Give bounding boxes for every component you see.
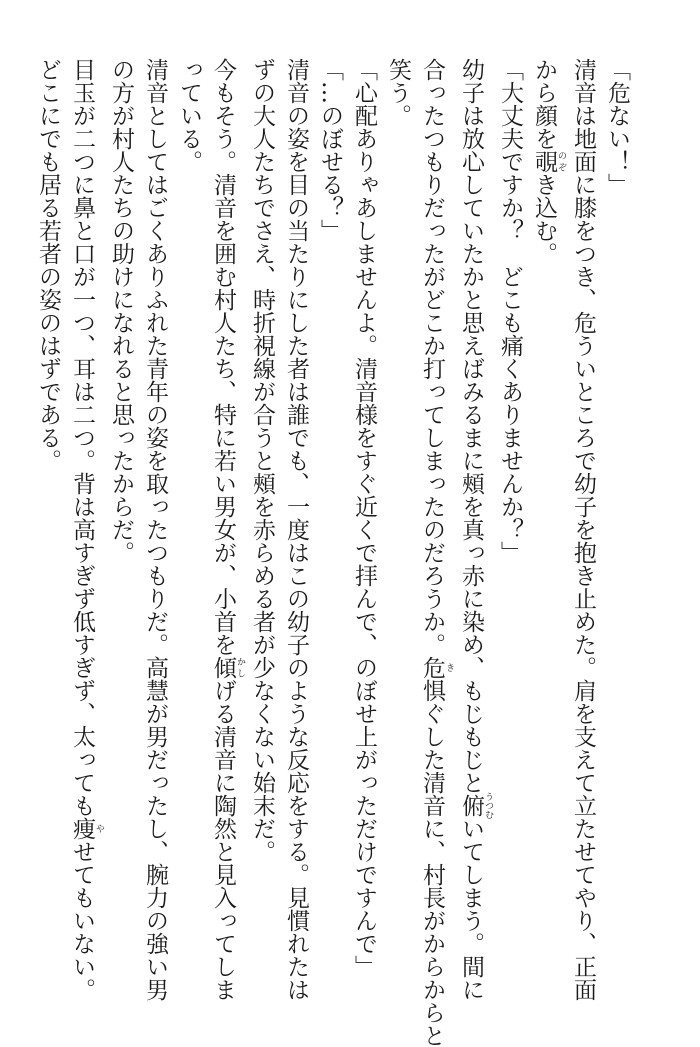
text-line: から顔を覗 のぞき込む。 bbox=[531, 58, 566, 265]
text-line: 「心配ありゃあしませんよ。清音様をすぐ近くで拝んで、のぼせ上がっただけですんで」 bbox=[351, 58, 377, 978]
text-line: 清音としてはごくありふれた青年の姿を取ったつもりだ。高慧が男だったし、腕力の強い男 bbox=[142, 58, 168, 1001]
text-line: どこにでも居る若者の姿のはずである。 bbox=[35, 58, 61, 472]
furigana: 傾 かし bbox=[210, 656, 245, 679]
furigana: 覗 のぞ bbox=[531, 150, 566, 173]
text-line: 「危ない！」 bbox=[604, 58, 630, 196]
text-line: 笑う。 bbox=[385, 58, 411, 127]
text-line: 合ったつもりだったがどこか打ってしまったのだろうか。危 き惧ぐした清音に、村長がからからと bbox=[419, 58, 454, 1047]
text-line: 「…のぼせる？」 bbox=[317, 58, 343, 242]
text-line: っている。 bbox=[176, 58, 202, 173]
text-line: ずの大人たちでさえ、時折視線が合うと頰を赤らめる者が少なくない始末だ。 bbox=[249, 58, 275, 863]
text-line: 清音は地面に膝をつき、危ういところで幼子を抱き止めた。肩を支えて立たせてやり、正面 bbox=[570, 58, 596, 1001]
text-line: 目玉が二つに鼻と口が一つ、耳は二つ。背は高すぎず低すぎず、太っても痩 やせてもいない。 bbox=[69, 58, 104, 1001]
text-line: 清音の姿を目の当たりにした者は誰でも、一度はこの幼子のような反応をする。見慣れたは bbox=[283, 58, 309, 1001]
vertical-text-body bbox=[35, 58, 634, 1047]
text-line: 今もそう。清音を囲む村人たち、特に若い男女が、小首を傾 かしげる清音に陶然と見入ってしま bbox=[210, 58, 245, 1001]
text-line: の方が村人たちの助けになれると思ったからだ。 bbox=[108, 58, 134, 564]
furigana: 俯 うつむ bbox=[458, 792, 493, 819]
furigana: 危 き bbox=[419, 656, 454, 679]
text-line: 「大丈夫ですか？ どこも痛くありませんか？」 bbox=[497, 58, 523, 564]
furigana: 痩 や bbox=[69, 817, 104, 840]
text-line: 幼子は放心していたかと思えばみるまに頰を真っ赤に染め、もじもじと俯 うつむいてしまう。間に bbox=[458, 58, 493, 1001]
